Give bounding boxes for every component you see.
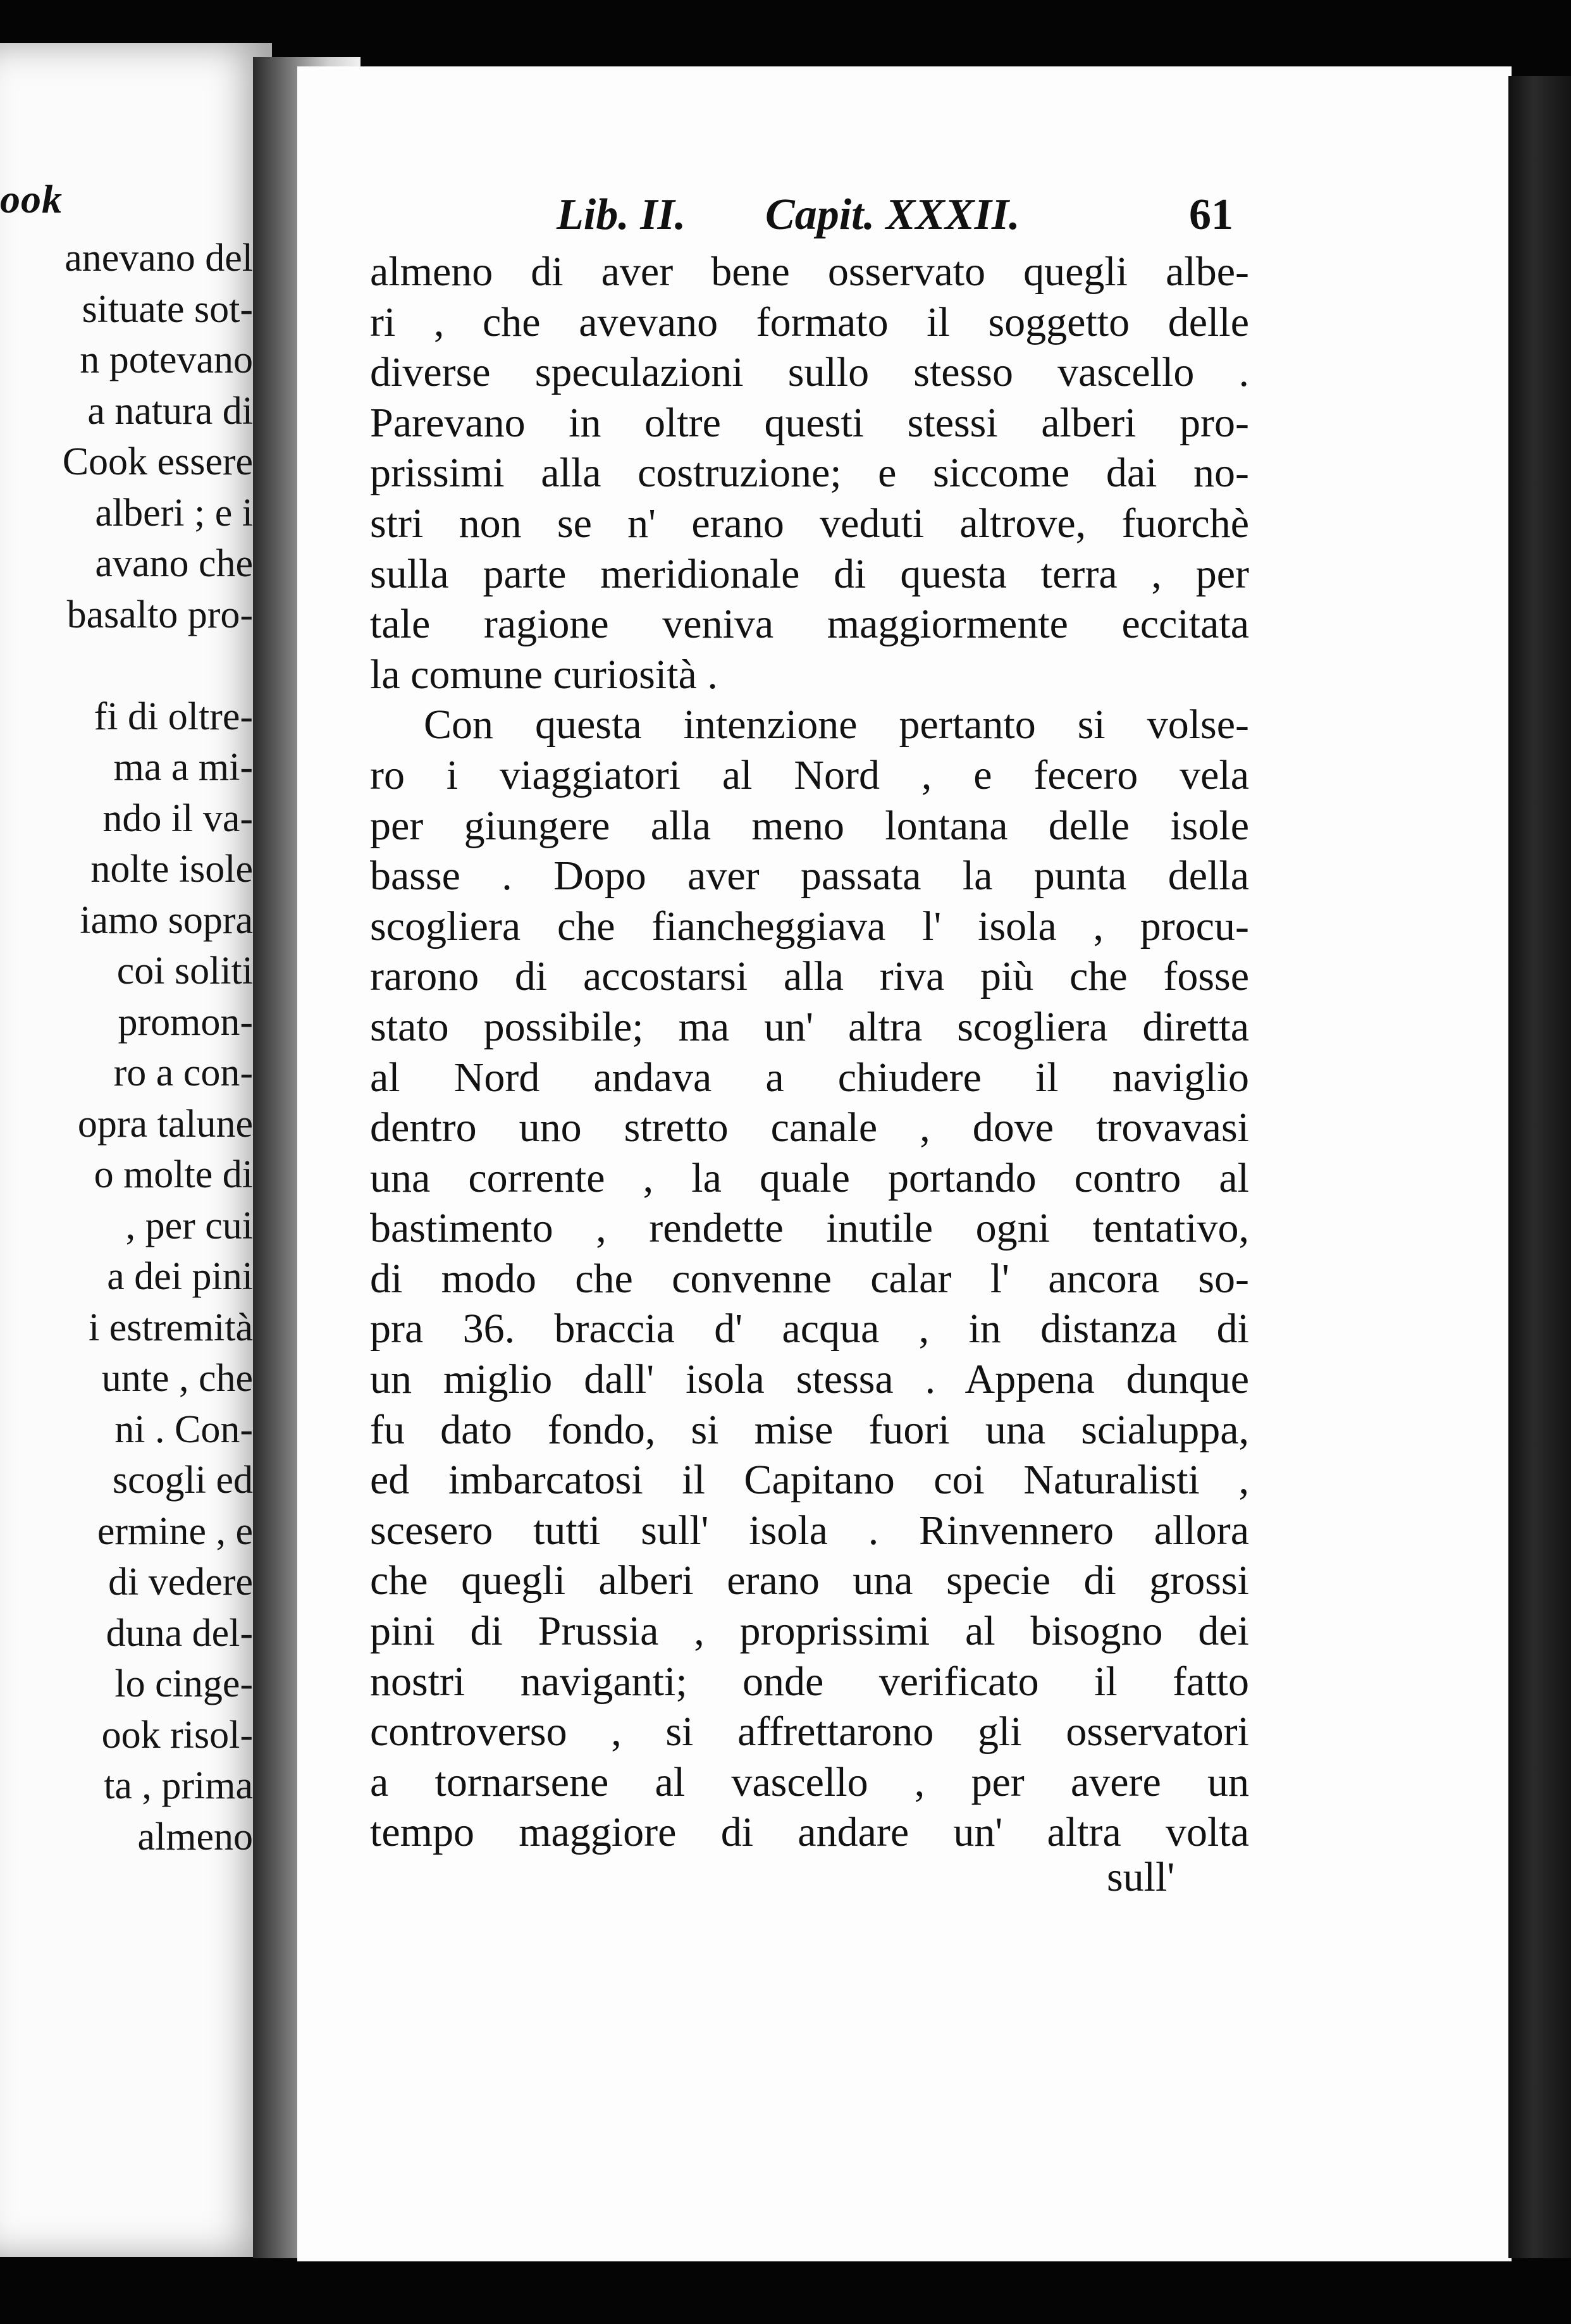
text-line: pra 36. braccia d' acqua , in distanza di bbox=[370, 1306, 1249, 1352]
right-page-edge bbox=[1508, 76, 1571, 2258]
left-text-line: opra talune bbox=[77, 1102, 253, 1146]
text-line: ed imbarcatosi il Capitano coi Naturalisti , bbox=[370, 1457, 1249, 1504]
text-line: ri , che avevano formato il soggetto delle bbox=[370, 299, 1249, 345]
left-text-line: almeno bbox=[137, 1815, 253, 1858]
left-text-line: lo cinge- bbox=[114, 1662, 253, 1705]
running-head-book: Lib. II. bbox=[557, 190, 686, 239]
left-text-line: basalto pro- bbox=[66, 593, 253, 636]
left-text-line: i estremità bbox=[89, 1306, 253, 1349]
text-line: al Nord andava a chiudere il naviglio bbox=[370, 1054, 1249, 1101]
text-line: sulla parte meridionale di questa terra , per bbox=[370, 550, 1249, 597]
text-line: basse . Dopo aver passata la punta della bbox=[370, 853, 1249, 899]
text-line: che quegli alberi erano una specie di grossi bbox=[370, 1557, 1249, 1604]
left-text-line: a natura di bbox=[87, 389, 253, 433]
left-text-line: promon- bbox=[118, 1000, 253, 1044]
left-text-line: scogli ed bbox=[112, 1459, 253, 1502]
left-text-line: anevano del bbox=[65, 237, 253, 280]
text-line: ro i viaggiatori al Nord , e fecero vela bbox=[370, 751, 1249, 798]
left-facing-page bbox=[0, 43, 272, 2257]
page-number: 61 bbox=[1189, 190, 1233, 239]
text-line: diverse speculazioni sullo stesso vascello . bbox=[370, 349, 1249, 396]
text-line: dentro uno stretto canale , dove trovavasi bbox=[370, 1104, 1249, 1151]
left-text-line: ndo il va- bbox=[102, 796, 253, 840]
text-line: una corrente , la quale portando contro al bbox=[370, 1154, 1249, 1201]
left-text-line: unte , che bbox=[101, 1357, 253, 1400]
left-text-line: ook risol- bbox=[101, 1713, 253, 1757]
left-text-line: nolte isole bbox=[90, 848, 253, 891]
text-line: per giungere alla meno lontana delle isole bbox=[370, 802, 1249, 849]
text-line: tale ragione veniva maggiormente eccitata bbox=[370, 601, 1249, 648]
left-text-line: a dei pini bbox=[107, 1255, 253, 1298]
text-line: scesero tutti sull' isola . Rinvennero allora bbox=[370, 1507, 1249, 1554]
left-text-line: ro a con- bbox=[113, 1051, 253, 1094]
left-page-text bbox=[0, 233, 253, 1862]
left-text-line: di vedere bbox=[108, 1561, 253, 1604]
left-text-line: avano che bbox=[95, 542, 253, 585]
left-text-line bbox=[0, 640, 253, 691]
left-text-line: fi di oltre- bbox=[94, 695, 253, 738]
text-line: Parevano in oltre questi stessi alberi pro- bbox=[370, 399, 1249, 446]
text-line: rarono di accostarsi alla riva più che fosse bbox=[370, 953, 1249, 1000]
text-line: almeno di aver bene osservato quegli albe- bbox=[370, 249, 1249, 295]
catchword: sull' bbox=[1107, 1854, 1175, 1900]
text-line: controverso , si affrettarono gli osservatori bbox=[370, 1709, 1249, 1755]
left-text-line: coi soliti bbox=[116, 949, 253, 992]
text-line: stri non se n' erano veduti altrove, fuorchè bbox=[370, 500, 1249, 547]
text-line: scogliera che fiancheggiava l' isola , procu- bbox=[370, 903, 1249, 949]
text-line: un miglio dall' isola stessa . Appena dunque bbox=[370, 1356, 1249, 1403]
text-line: stato possibile; ma un' altra scogliera diretta bbox=[370, 1003, 1249, 1050]
text-line: Con questa intenzione pertanto si volse- bbox=[424, 702, 1249, 748]
left-text-line: ma a mi- bbox=[113, 746, 253, 789]
left-text-line: duna del- bbox=[106, 1611, 253, 1655]
left-text-line: n potevano bbox=[80, 338, 253, 381]
left-running-head: ook bbox=[0, 176, 63, 221]
text-line: bastimento , rendette inutile ogni tentativo, bbox=[370, 1205, 1249, 1252]
text-line: la comune curiosità . bbox=[370, 651, 718, 698]
text-line: tempo maggiore di andare un' altra volta bbox=[370, 1809, 1249, 1856]
text-line: fu dato fondo, si mise fuori una scialuppa, bbox=[370, 1406, 1249, 1453]
text-line: di modo che convenne calar l' ancora so- bbox=[370, 1255, 1249, 1302]
left-text-line: alberi ; e i bbox=[95, 491, 253, 535]
left-text-line: situate sot- bbox=[82, 287, 253, 331]
left-text-line: ni . Con- bbox=[114, 1407, 253, 1451]
text-line: nostri naviganti; onde verificato il fatto bbox=[370, 1658, 1249, 1705]
running-head-chapter: Capit. XXXII. bbox=[765, 190, 1020, 239]
body-text bbox=[370, 247, 1249, 1858]
left-text-line: Cook essere bbox=[62, 440, 253, 483]
text-line: a tornarsene al vascello , per avere un bbox=[370, 1758, 1249, 1805]
left-text-line: ermine , e bbox=[97, 1509, 253, 1553]
left-text-line: iamo sopra bbox=[80, 898, 253, 942]
text-line: pini di Prussia , proprissimi al bisogno dei bbox=[370, 1608, 1249, 1655]
text-line: prissimi alla costruzione; e siccome dai no- bbox=[370, 450, 1249, 497]
left-text-line: o molte di bbox=[94, 1153, 253, 1196]
left-text-line: ta , prima bbox=[104, 1764, 253, 1807]
left-text-line: , per cui bbox=[125, 1204, 253, 1247]
